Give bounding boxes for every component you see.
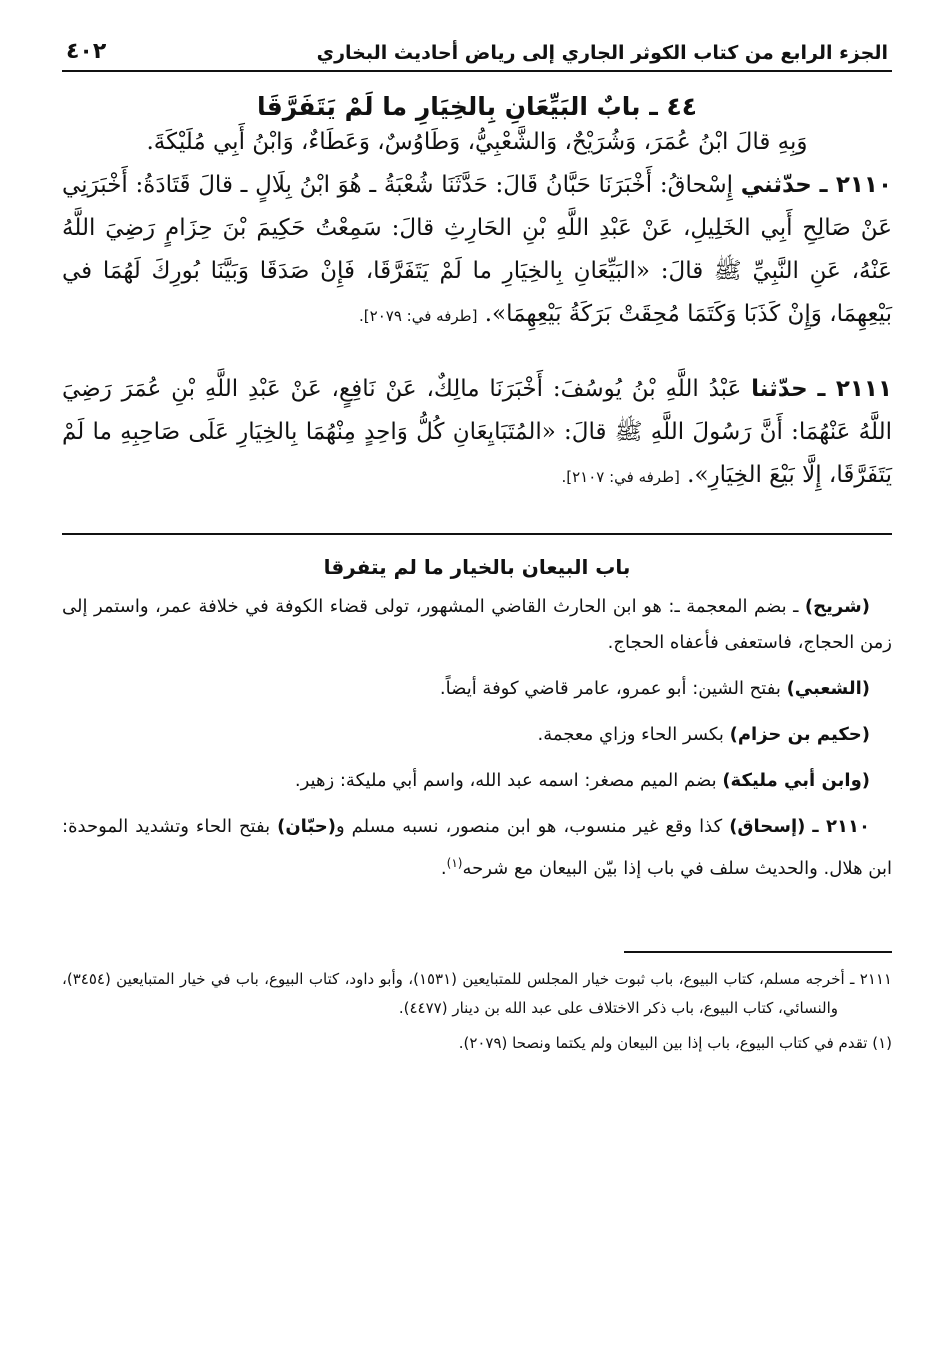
footnote-takhrij: ٢١١١ ـ أخرجه مسلم، كتاب البيوع، باب ثبوت خيار المجلس للمتبايعين (١٥٣١)، وأبو داود، كتاب البيوع، باب في خيار المتبايعين (٣٤٥٤)، والنسائي، كتاب البيوع، باب ذكر الاختلاف على عبد الله بن دينار (٤٤٧٧). — [62, 970, 892, 1017]
running-title: الجزء الرابع من كتاب الكوثر الجاري إلى رياض أحاديث البخاري — [316, 42, 888, 64]
commentary-term: (وابن أبي مليكة) — [722, 770, 870, 791]
running-header — [62, 28, 892, 72]
footnote-reference: (١) — [446, 856, 463, 870]
hadith-2110 — [62, 164, 892, 338]
commentary-term: (حكيم بن حزام) — [729, 724, 870, 745]
hadith-body: عَبْدُ اللَّهِ بْنُ يُوسُفَ: أَخْبَرَنَا مالِكٌ، عَنْ نَافِعٍ، عَنْ عَبْدِ اللَّهِ بْنِ عُمَرَ رَضِيَ اللَّهُ عَنْهُمَا: أَنَّ رَسُولَ اللَّهِ ﷺ قالَ: «المُتَبَايِعَانِ كُلُّ وَاحِدٍ مِنْهُمَا بِالخِيَارِ عَلَى صَاحِبِهِ ما لَمْ يَتَفَرَّقَا، إِلَّا بَيْعَ الخِيَارِ». — [62, 376, 892, 488]
book-page — [62, 28, 892, 1361]
commentary-term: (شريح) — [804, 596, 870, 617]
commentary-text: ـ بضم المعجمة ـ: هو ابن الحارث القاضي المشهور، تولى قضاء الكوفة في خلافة عمر، واستمر إلى زمن الحجاج، فاستعفى فأعفاه الحجاج. — [62, 596, 892, 653]
commentary-text: كذا وقع غير منسوب، هو ابن منصور، نسبه مسلم و — [336, 816, 730, 837]
commentary-term: (حبّان) — [277, 816, 336, 837]
hadith-2111 — [62, 368, 892, 499]
chapter-intro: وَبِهِ قالَ ابْنُ عُمَرَ، وَشُرَيْحٌ، وَالشَّعْبِيُّ، وَطَاوُسٌ، وَعَطَاءٌ، وَابْنُ أَبِي مُلَيْكَةَ. — [146, 129, 808, 155]
commentary-text: بفتح الشين: أبو عمرو، عامر قاضي كوفة أيضاً. — [439, 678, 787, 699]
footnote-divider — [624, 951, 892, 953]
commentary-text: بفتح الحاء وتشديد الموحدة: ابن هلال. والحديث سلف في باب إذا بيّن البيعان مع شرحه — [62, 816, 892, 879]
commentary-entry — [62, 763, 892, 799]
hadith-body: إِسْحاقُ: أَخْبَرَنَا حَبَّانُ قَالَ: حَدَّثَنَا شُعْبَةُ ـ هُوَ ابْنُ بِلَالٍ ـ قالَ قَتَادَةُ: أَخْبَرَنِي عَنْ صَالِحِ أَبِي الخَلِيلِ، عَنْ عَبْدِ اللَّهِ بْنِ الحَارِثِ قالَ: سَمِعْتُ حَكِيمَ بْنَ حِزَامٍ رَضِيَ اللَّهُ عَنْهُ، عَنِ النَّبِيِّ ﷺ قالَ: «البَيِّعَانِ بِالخِيَارِ ما لَمْ يَتَفَرَّقَا، فَإِنْ صَدَقَا وَبَيَّنَا بُورِكَ لَهُمَا في بَيْعِهِمَا، وَإِنْ كَذَبَا وَكَتَمَا مُحِقَتْ بَرَكَةُ بَيْعِهِمَا». — [62, 172, 892, 327]
page-number: ٤٠٢ — [66, 39, 107, 64]
hadith-taraf: [طرفه في: ٢١٠٧]. — [561, 468, 680, 486]
commentary-entry — [62, 671, 892, 707]
section-divider — [62, 533, 892, 535]
commentary-term: (الشعبي) — [786, 678, 870, 699]
footnote-1: (١) تقدم في كتاب البيوع، باب إذا بين البيعان ولم يكتما ونصحا (٢٠٧٩). — [458, 1034, 892, 1052]
chapter-title: ٤٤ ـ بابٌ البَيِّعَانِ بِالخِيَارِ ما لَمْ يَتَفَرَّقَا — [256, 92, 698, 121]
footnotes-section — [62, 965, 892, 1058]
commentary-text: بكسر الحاء وزاي معجمة. — [537, 724, 730, 745]
hadith-text-section — [62, 121, 892, 499]
hadith-taraf: [طرفه في: ٢٠٧٩]. — [359, 307, 478, 325]
commentary-text-end: . — [440, 858, 447, 879]
hadith-lead: حدّثني — [740, 172, 812, 198]
commentary-text: بضم الميم مصغر: اسمه عبد الله، واسم أبي مليكة: زهير. — [294, 770, 723, 791]
hadith-number: ٢١١٠ ـ — [819, 172, 893, 198]
hadith-lead: حدّثنا — [751, 376, 808, 402]
hadith-number: ٢١١١ ـ — [817, 376, 892, 402]
commentary-section — [62, 549, 892, 887]
commentary-number: ٢١١٠ ـ — [812, 816, 870, 837]
commentary-entry — [62, 589, 892, 661]
commentary-title: باب البيعان بالخيار ما لم يتفرقا — [323, 555, 631, 579]
commentary-entry-2110 — [62, 809, 892, 887]
commentary-entry — [62, 717, 892, 753]
commentary-term: (إسحاق) — [729, 816, 806, 837]
